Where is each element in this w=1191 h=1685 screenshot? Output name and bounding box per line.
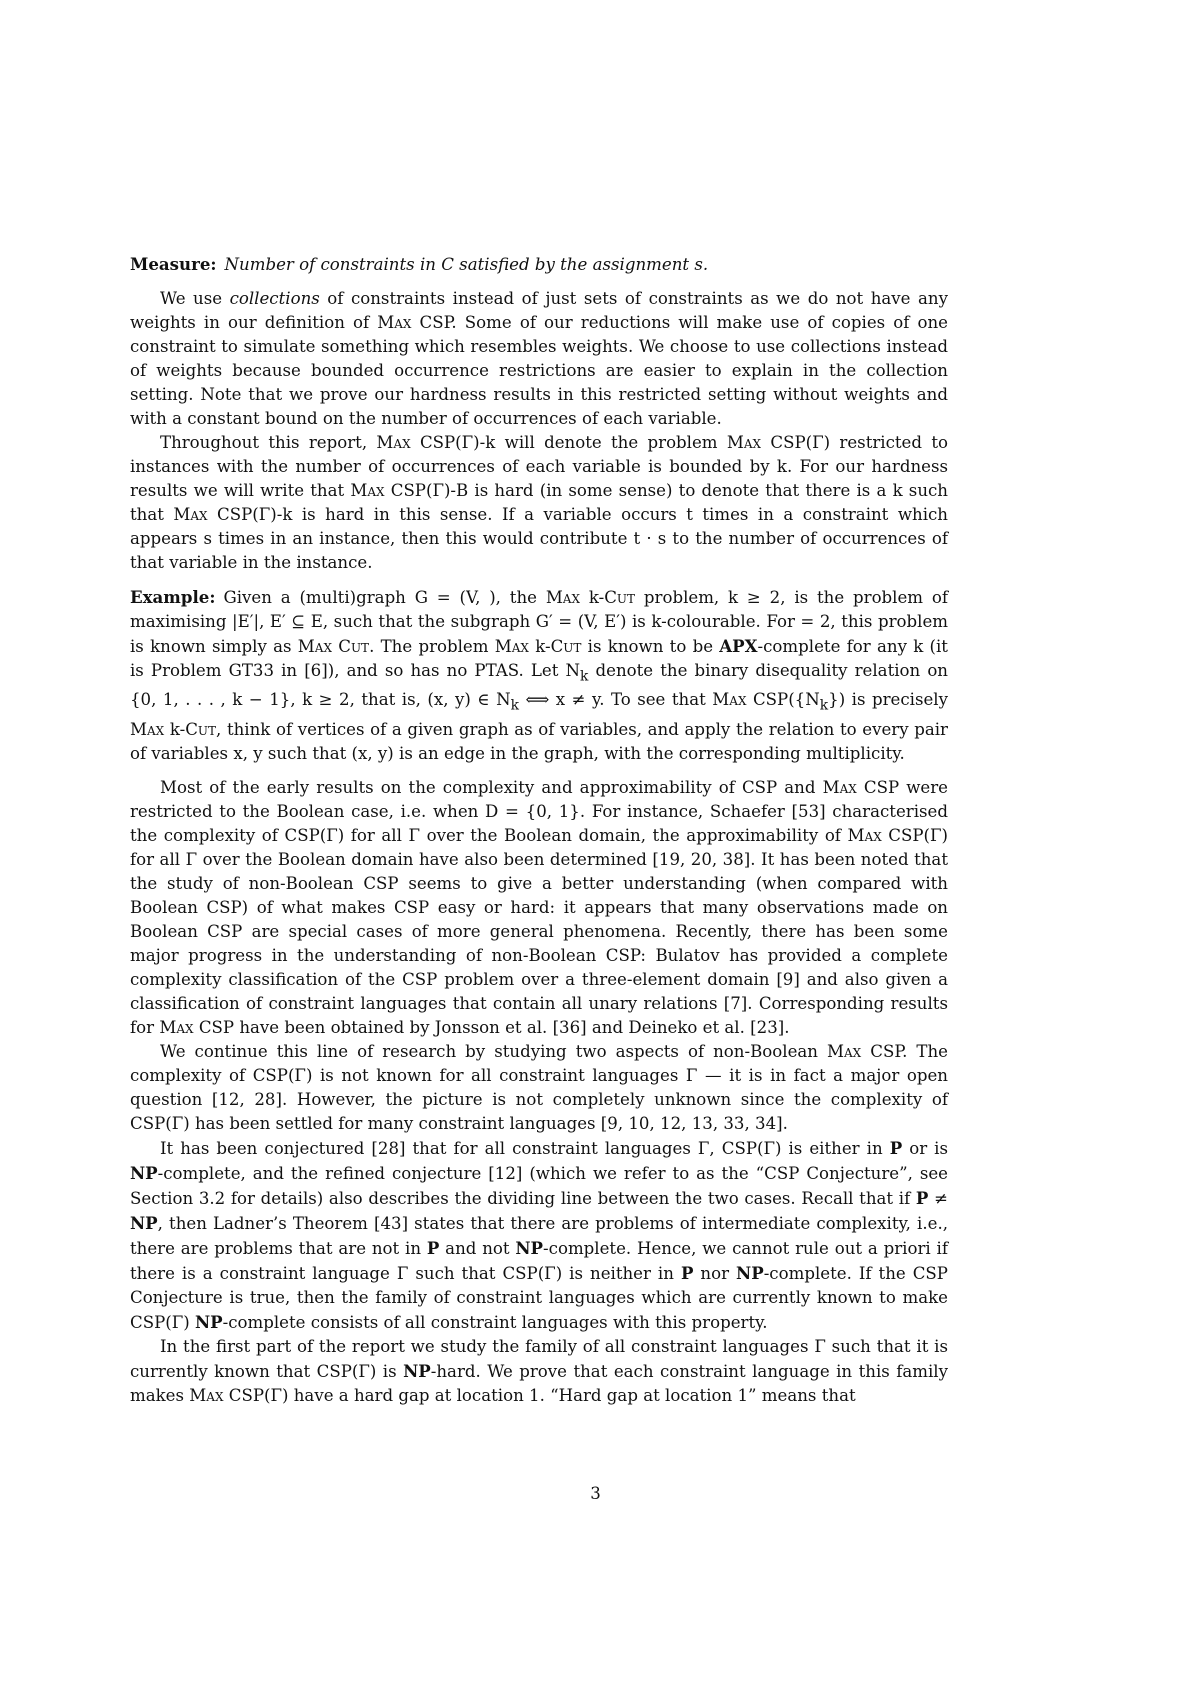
page-number: 3 bbox=[590, 1484, 601, 1503]
example-label: Example: bbox=[130, 587, 216, 607]
example-paragraph: Example: Given a (multi)graph G = (V, ), the Max k-Cut problem, k ≥ 2, is the problem of maximising |E′|, E′ ⊆ E, such that the subgraph G′ = (V, E′) is k-colourable. For = 2, this problem is known simply as Max Cut. The problem Max k-Cut is known to be APX-complete for any k (it is Problem GT33 in [6]), and so has no PTAS. Let $N_k$ denote the binary disequality relation on {0, 1, . . . , k − 1}, k ≥ 2, that is, (x, y) ∈ $N_k$ ⟺ x ≠ y. To see that Max $CSP(\{N_k\})$ is precisely Max k-Cut, think of vertices of a given graph as of variables, and apply the relation to every pair of variables x, y such that (x, y) is an edge in the graph, with the corresponding multiplicity. bbox=[130, 587, 949, 763]
measure-label: Measure: bbox=[130, 254, 217, 274]
measure-text: Number of constraints in C satisfied by the assignment s. bbox=[224, 255, 709, 274]
paragraph-collections: We use collections of constraints instead of just sets of constraints as we do not have any weights in our definition of Max CSP. Some of our reductions will make use of copies of one constraint to simulate something which resembles weights. We choose to use collections instead of weights because bounded occurrence restrictions are easier to explain in the collection setting. Note that we prove our hardness results in this restricted setting without weights and with a constant bound on the number of occurrences of each variable. bbox=[130, 289, 948, 428]
paragraph-boolean-case: Most of the early results on the complexity and approximability of CSP and Max CSP were restricted to the Boolean case, i.e. when D = {0, 1}. For instance, Schaefer [53] characterised the complexity of CSP(Γ) for all Γ over the Boolean domain, the approximability of Max CSP(Γ) for all Γ over the Boolean domain have also been determined [19, 20, 38]. It has been noted that the study of non-Boolean CSP seems to give a better understanding (when compared with Boolean CSP) of what makes CSP easy or hard: it appears that many observations made on Boolean CSP are special cases of more general phenomena. Recently, there has been some major progress in the understanding of non-Boolean CSP: Bulatov has provided a complete complexity classification of the CSP problem over a three-element domain [9] and also given a classification of constraint languages that contain all unary relations [7]. Corresponding results for Max CSP have been obtained by Jonsson et al. [36] and Deineko et al. [23]. bbox=[130, 777, 948, 1037]
paragraph-occurrences: Throughout this report, Max CSP(Γ)-k will denote the problem Max CSP(Γ) restricted to instances with the number of occurrences of each variable is bounded by k. For our hardness results we will write that Max CSP(Γ)-B is hard (in some sense) to denote that there is a k such that Max CSP(Γ)-k is hard in this sense. If a variable occurs t times in a constraint which appears s times in an instance, then this would contribute t · s to the number of occurrences of that variable in the instance. bbox=[130, 433, 948, 572]
paragraph-continue: We continue this line of research by studying two aspects of non-Boolean Max CSP. The complexity of CSP(Γ) is not known for all constraint languages Γ — it is in fact a major open question [12, 28]. However, the picture is not completely unknown since the complexity of CSP(Γ) has been settled for many constraint languages [9, 10, 12, 13, 33, 34]. bbox=[130, 1041, 948, 1133]
paragraph-first-part: In the first part of the report we study the family of all constraint languages Γ such that it is currently known that CSP(Γ) is NP-hard. We prove that each constraint language in this family makes Max CSP(Γ) have a hard gap at location 1. “Hard gap at location 1” means that bbox=[130, 1336, 948, 1405]
paper-page bbox=[130, 252, 948, 1408]
measure-line bbox=[130, 252, 948, 277]
paragraph-conjecture: It has been conjectured [28] that for all constraint languages Γ, CSP(Γ) is either in P or is NP-complete, and the refined conjecture [12] (which we refer to as the “CSP Conjecture”, see Section 3.2 for details) also describes the dividing line between the two cases. Recall that if P ≠ NP, then Ladner’s Theorem [43] states that there are problems of intermediate complexity, i.e., there are problems that are not in P and not NP-complete. Hence, we cannot rule out a priori if there is a constraint language Γ such that CSP(Γ) is neither in P nor NP-complete. If the CSP Conjecture is true, then the family of constraint languages which are currently known to make CSP(Γ) NP-complete consists of all constraint languages with this property. bbox=[130, 1137, 949, 1332]
